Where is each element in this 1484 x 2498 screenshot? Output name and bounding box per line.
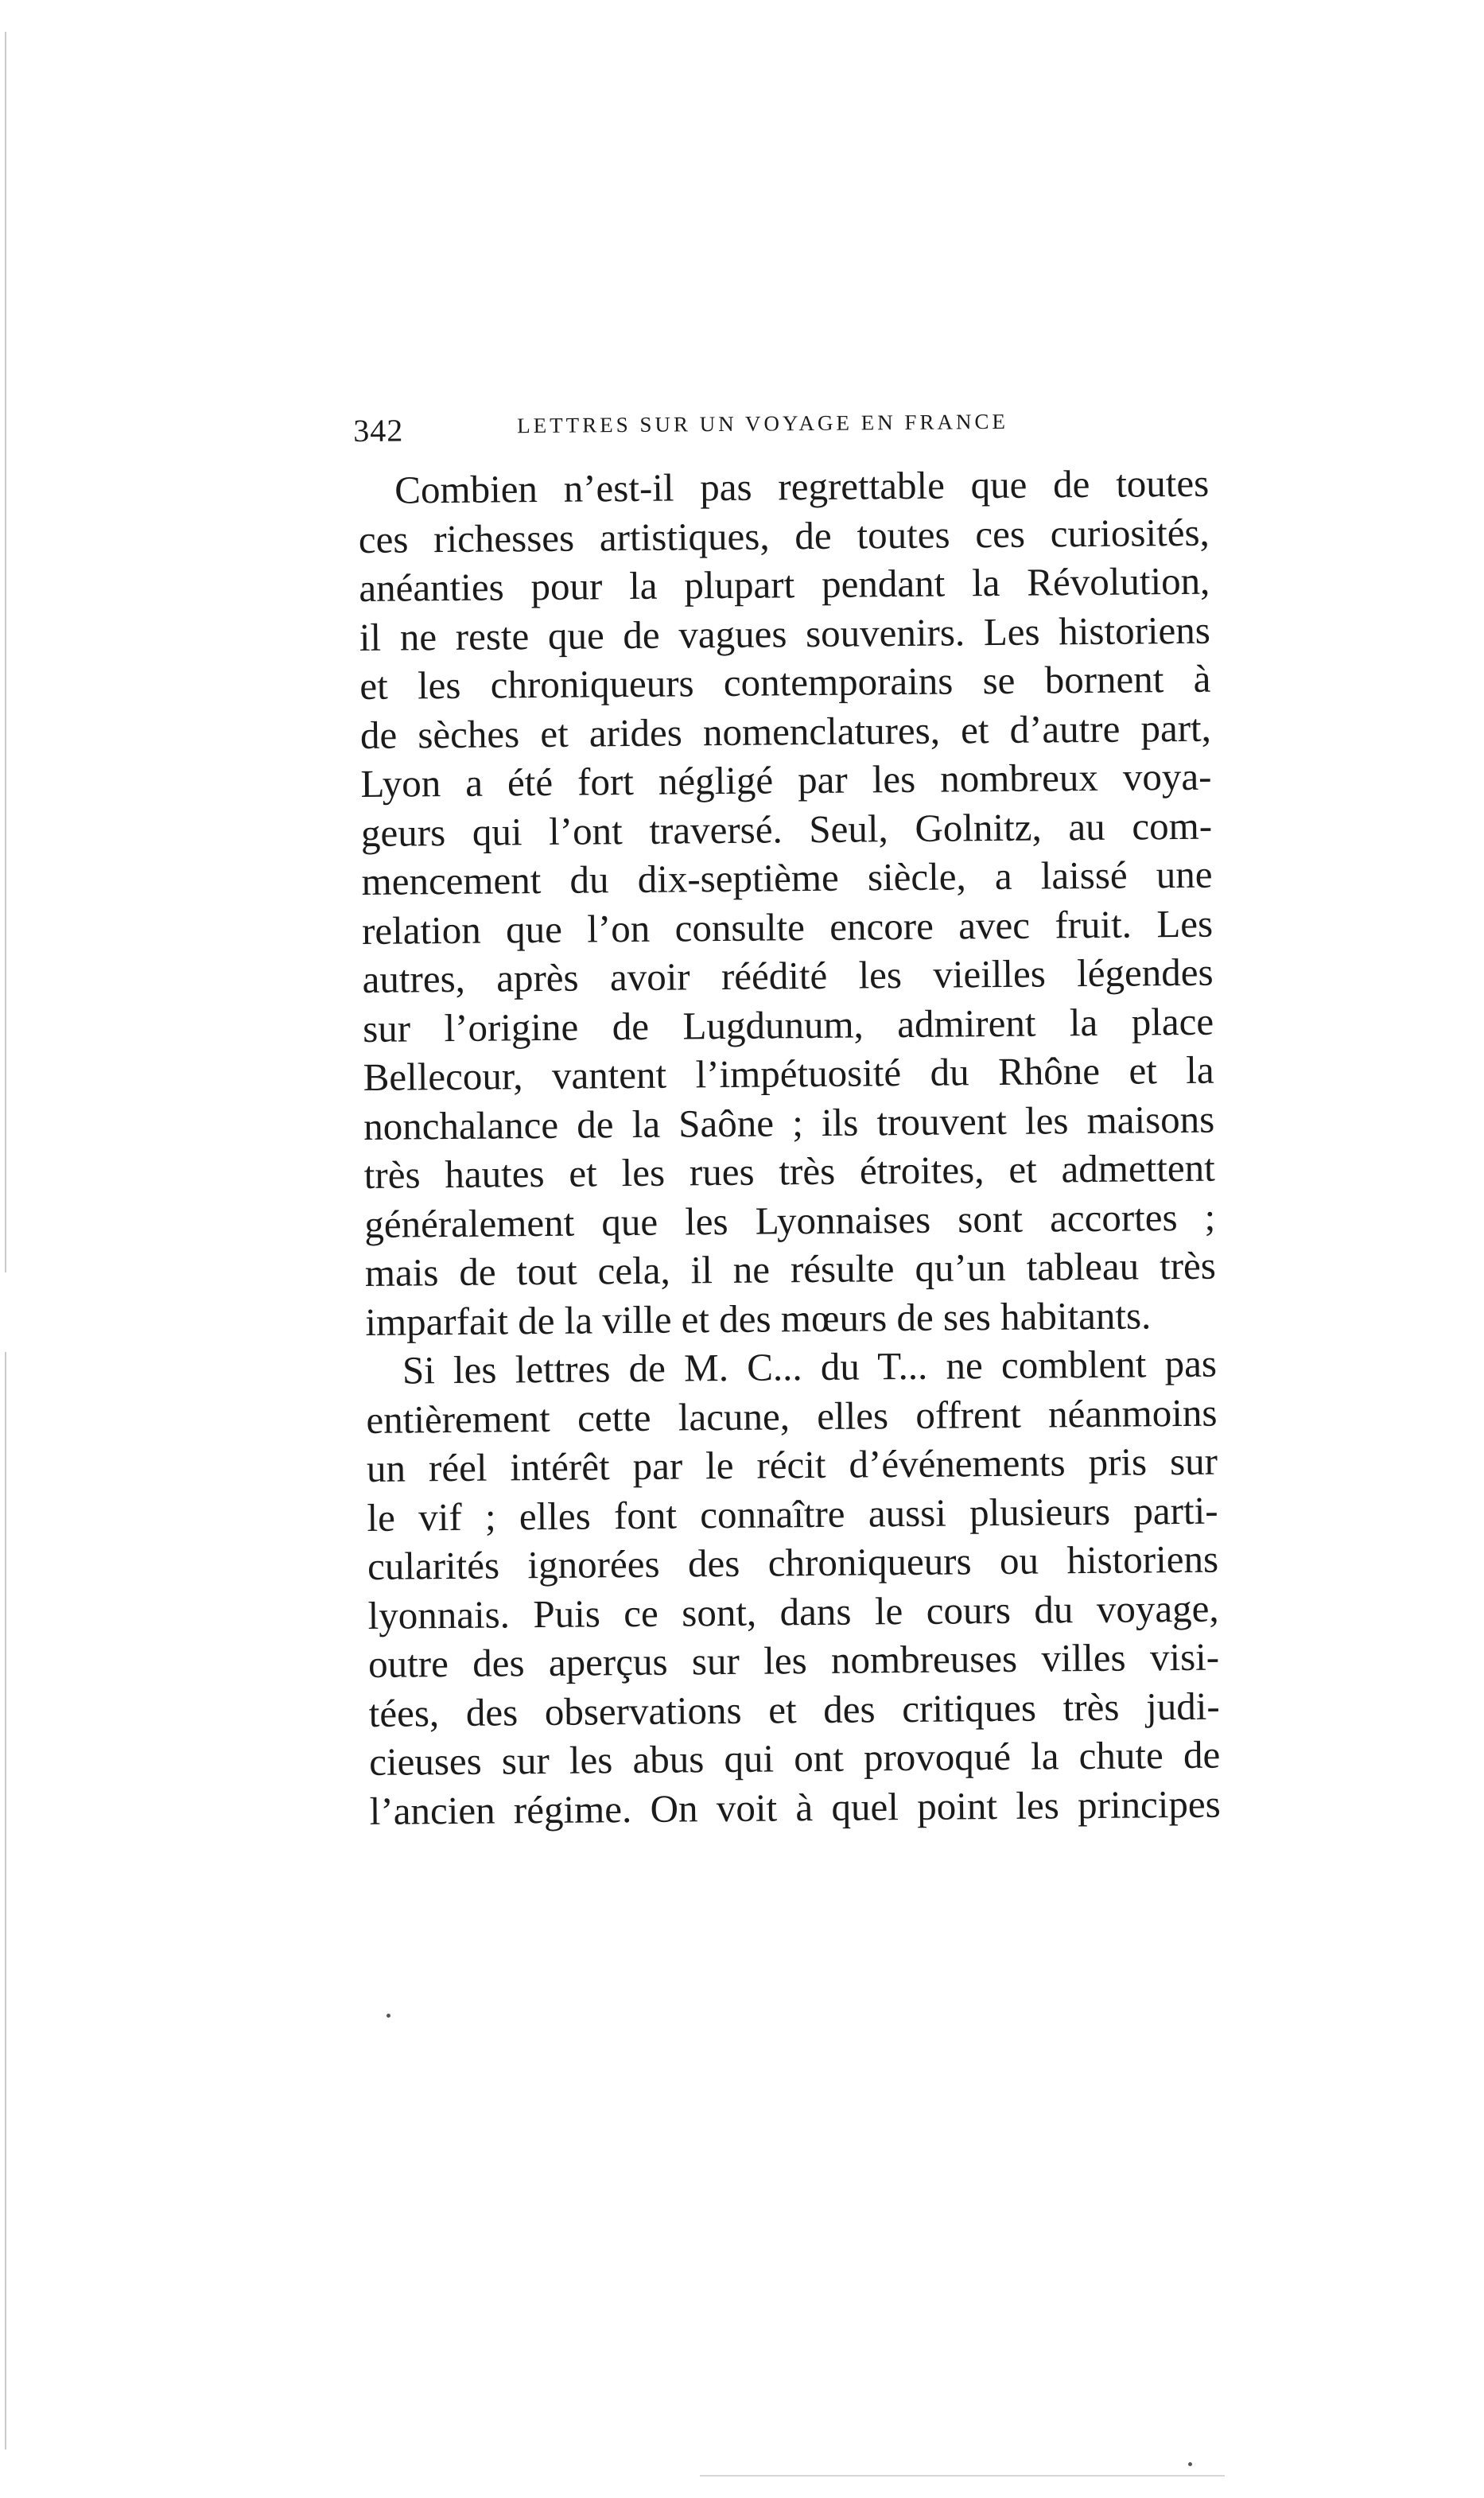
body-text	[358, 459, 1221, 1836]
text-line: Combien n’est-il pas regrettable que de toutes	[394, 460, 1210, 512]
text-line: autres, après avoir réédité les vieilles légendes	[362, 950, 1214, 1001]
text-line: entièrement cette lacune, elles offrent néanmoins	[366, 1390, 1218, 1442]
text-line: de sèches et arides nomenclatures, et d’autre part,	[359, 705, 1212, 757]
text-line: Lyon a été fort négligé par les nombreux voya-	[360, 754, 1212, 806]
text-line: cularités ignorées des chroniqueurs ou historiens	[367, 1536, 1219, 1588]
paragraph-2	[366, 1339, 1221, 1836]
running-head	[353, 405, 1212, 460]
text-line: Si les lettres de M. C... du T... ne comblent pas	[402, 1341, 1218, 1393]
text-line: outre des aperçus sur les nombreuses villes visi-	[367, 1634, 1220, 1686]
paragraph-1	[358, 459, 1217, 1346]
left-margin-rule-lower	[5, 1352, 6, 2449]
text-line: l’ancien régime. On voit à quel point les principes	[369, 1781, 1221, 1833]
ink-speck	[387, 2014, 390, 2018]
text-line: cieuses sur les abus qui ont provoqué la chute de	[368, 1732, 1221, 1784]
running-title: LETTRES SUR UN VOYAGE EN FRANCE	[517, 409, 1009, 438]
text-line: mencement du dix-septième siècle, a laissé une	[361, 852, 1213, 903]
bottom-edge-mark	[700, 2475, 1225, 2477]
text-line: il ne reste que de vagues souvenirs. Les historiens	[359, 608, 1211, 659]
text-line: généralement que les Lyonnaises sont accortes ;	[364, 1195, 1216, 1246]
text-line: tées, des observations et des critiques très judi-	[368, 1684, 1220, 1735]
text-line: et les chroniqueurs contemporains se bornent à	[359, 656, 1211, 708]
left-margin-rule	[5, 32, 6, 1272]
ink-speck	[1188, 2462, 1192, 2466]
text-line: mais de tout cela, il ne résulte qu’un tableau très	[364, 1243, 1217, 1295]
text-line: geurs qui l’ont traversé. Seul, Golnitz, au com-	[360, 803, 1213, 855]
text-line: le vif ; elles font connaître aussi plusieurs parti-	[367, 1488, 1218, 1540]
text-line: très hautes et les rues très étroites, et admettent	[363, 1145, 1215, 1197]
text-line: un réel intérêt par le récit d’événements pris sur	[366, 1439, 1218, 1490]
text-line: Bellecour, vantent l’impétuosité du Rhône et la	[363, 1047, 1214, 1099]
text-line: nonchalance de la Saône ; ils trouvent les maisons	[363, 1097, 1215, 1148]
text-line: imparfait de la ville et des mœurs de ses habitants.	[365, 1292, 1152, 1344]
text-line: lyonnais. Puis ce sont, dans le cours du voyage,	[367, 1586, 1219, 1637]
text-line: relation que l’on consulte encore avec fruit. Les	[361, 901, 1214, 953]
text-line: sur l’origine de Lugdunum, admirent la place	[362, 999, 1214, 1051]
page-number: 342	[353, 412, 404, 449]
text-line: ces richesses artistiques, de toutes ces curiosités,	[358, 510, 1210, 561]
text-line: anéanties pour la plupart pendant la Révolution,	[359, 558, 1210, 610]
